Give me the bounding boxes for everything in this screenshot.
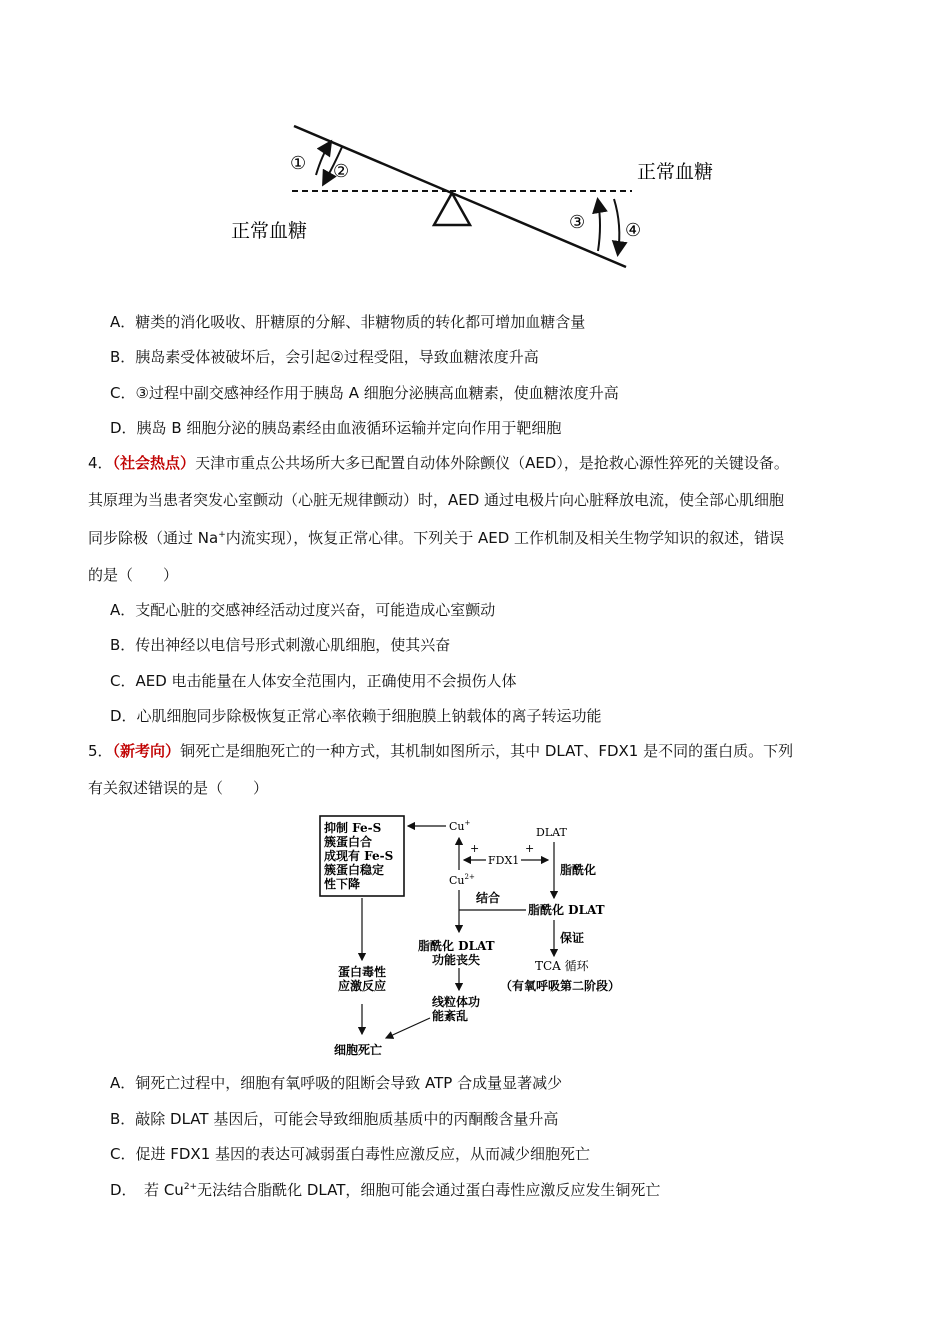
lipoyl-dlat: 脂酰化 DLAT: [528, 903, 605, 917]
q4-option-b: B．传出神经以电信号形式刺激心肌细胞，使其兴奋: [110, 636, 451, 654]
q5-option-b: B．敲除 DLAT 基因后，可能会导致细胞质基质中的丙酮酸含量升高: [110, 1110, 559, 1128]
plus-right: +: [525, 842, 535, 855]
q3-option-c: C．③过程中副交感神经作用于胰岛 A 细胞分泌胰高血糖素，使血糖浓度升高: [110, 384, 619, 402]
q4-stem-line3: [88, 527, 784, 549]
stress-line1: 蛋白毒性: [338, 965, 387, 979]
q5-line1: 铜死亡是细胞死亡的一种方式，其机制如图所示，其中 DLAT、FDX1 是不同的蛋白质。下列: [180, 742, 794, 760]
fdx1: FDX1: [488, 854, 520, 867]
box-line1: 抑制 Fe-S: [324, 821, 382, 835]
mito-line1: 线粒体功: [432, 995, 481, 1009]
q4-option-a: A．支配心脏的交感神经活动过度兴奋，可能造成心室颤动: [110, 601, 496, 619]
loss-line2: 功能丧失: [432, 953, 481, 967]
q3-option-d: D．胰岛 B 细胞分泌的胰岛素经由血液循环运输并定向作用于靶细胞: [110, 419, 562, 437]
label-normal-left: 正常血糖: [231, 220, 308, 242]
tca: TCA 循环: [535, 959, 589, 973]
tca-note: （有氧呼吸第二阶段）: [500, 979, 621, 993]
box-line5: 性下降: [324, 877, 361, 891]
bind-label: 结合: [476, 891, 501, 905]
blood-sugar-seesaw-figure: [220, 115, 740, 280]
cuproptosis-mechanism-figure: [310, 808, 650, 1068]
stress-line2: 应激反应: [338, 979, 387, 993]
mark-2: ②: [333, 161, 350, 182]
q4-stem-line1: [88, 452, 789, 474]
box-line2: 簇蛋白合: [324, 835, 373, 849]
q5-option-d: [110, 1179, 660, 1201]
seesaw-beam: [294, 126, 626, 267]
label-normal-right: 正常血糖: [637, 161, 714, 183]
arrow-1: [316, 143, 330, 175]
q5-stem-line1: [88, 740, 793, 762]
q4-line3-a: 同步除极（通过 Na: [88, 529, 219, 547]
q4-option-d: D．心肌细胞同步除极恢复正常心率依赖于细胞膜上钠载体的离子转运功能: [110, 707, 602, 725]
q4-number: 4．: [88, 454, 113, 472]
q4-line3-b: 内流实现），恢复正常心律。下列关于 AED 工作机制及相关生物学知识的叙述，错误: [225, 529, 785, 547]
mark-1: ①: [290, 153, 307, 174]
q5-option-d-b: 无法结合脂酰化 DLAT，细胞可能会通过蛋白毒性应激反应发生铜死亡: [197, 1181, 661, 1199]
q5-stem-line2: 有关叙述错误的是（ ）: [88, 779, 269, 797]
q5-option-a: A．铜死亡过程中，细胞有氧呼吸的阻断会导致 ATP 合成量显著减少: [110, 1074, 563, 1092]
cu2: $Cu^{2+}$: [449, 873, 475, 887]
dlat: DLAT: [536, 826, 567, 839]
arrow-3: [598, 201, 600, 251]
box-line4: 簇蛋白稳定: [324, 863, 385, 877]
cu-plus: Cu+: [449, 819, 471, 833]
q5-number: 5．: [88, 742, 113, 760]
q3-option-b: B．胰岛素受体被破坏后，会引起②过程受阻，导致血糖浓度升高: [110, 348, 539, 366]
q4-option-c: C．AED 电击能量在人体安全范围内，正确使用不会损伤人体: [110, 672, 517, 690]
lipoylation: 脂酰化: [560, 863, 597, 877]
mito-line2: 能紊乱: [432, 1009, 469, 1023]
arrow-4: [614, 199, 619, 253]
q4-stem-line4: 的是（ ）: [88, 566, 179, 584]
q4-stem-line2: 其原理为当患者突发心室颤动（心脏无规律颤动）时，AED 通过电极片向心脏释放电流，使全部心肌细胞: [88, 491, 785, 509]
q5-tag: （新考向）: [112, 742, 181, 760]
arrow-mito-to-death: [386, 1018, 430, 1038]
mark-3: ③: [569, 212, 586, 233]
q5-option-d-sup: 2+: [183, 1182, 198, 1192]
q5-option-d-a: D． 若 Cu: [110, 1181, 184, 1199]
q4-tag: （社会热点）: [112, 454, 196, 472]
q5-option-c: C．促进 FDX1 基因的表达可减弱蛋白毒性应激反应，从而减少细胞死亡: [110, 1145, 591, 1163]
q4-line3-sup: +: [218, 530, 226, 540]
q4-line1: 天津市重点公共场所大多已配置自动体外除颤仪（AED），是抢救心源性猝死的关键设备。: [195, 454, 789, 472]
box-line3: 成现有 Fe-S: [324, 849, 394, 863]
loss-line1: 脂酰化 DLAT: [418, 939, 495, 953]
cell-death: 细胞死亡: [334, 1043, 383, 1057]
plus-left: +: [470, 842, 480, 855]
q3-option-a: A．糖类的消化吸收、肝糖原的分解、非糖物质的转化都可增加血糖含量: [110, 313, 586, 331]
mark-4: ④: [625, 220, 642, 241]
ensure-label: 保证: [560, 931, 585, 945]
